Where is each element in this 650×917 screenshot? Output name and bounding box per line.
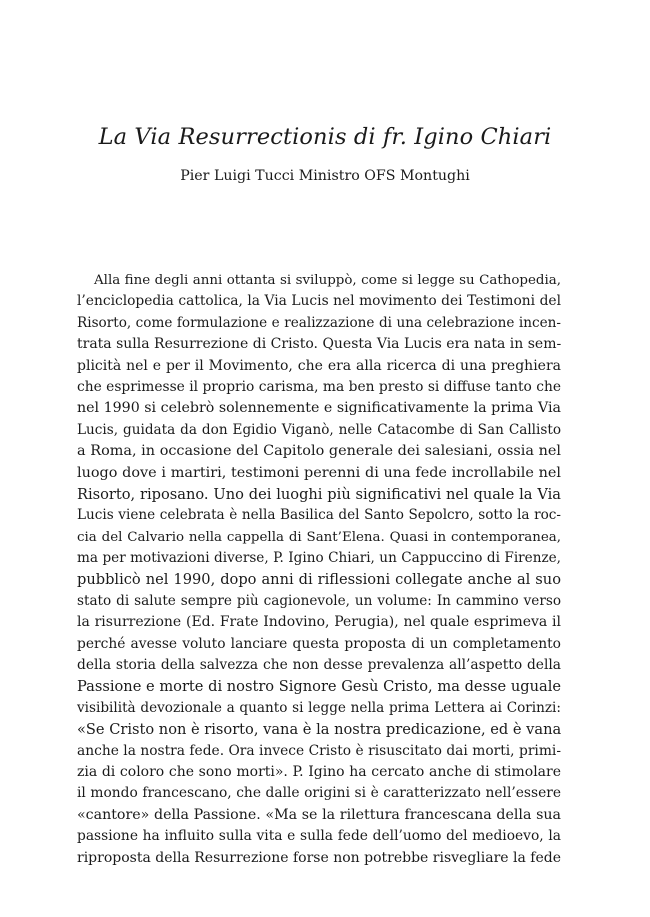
text-line: «Se Cristo non è risorto, vana è la nostra predicazione, ed è vana — [77, 721, 562, 739]
book-title-italic: la risurrezione — [77, 614, 182, 631]
text-run: visibilità devozionale a quanto si legge nella prima — [77, 699, 435, 716]
text-line: ma per motivazioni diverse, P. Igino Chiari, un Cappuccino di Firenze, — [77, 550, 561, 567]
text-line: Alla fine degli anni ottanta si sviluppò, come si legge su Cathopedia, — [94, 273, 561, 288]
text-line: Passione e morte di nostro Signore Gesù Cristo, ma desse uguale — [77, 678, 561, 696]
book-title-italic: In cammino verso — [436, 592, 562, 609]
body-paragraph — [77, 270, 561, 869]
text-line: riproposta della Resurrezione forse non potrebbe risvegliare la fede — [77, 849, 561, 866]
article-author: Pier Luigi Tucci Ministro OFS Montughi — [180, 168, 470, 184]
text-line: che esprimesse il proprio carisma, ma ben presto si diffuse tanto che — [77, 378, 561, 395]
text-line: passione ha influito sulla vita e sulla fede dell’uomo del medioevo, la — [77, 828, 561, 845]
text-line: anche la nostra fede. Ora invece Cristo è risuscitato dai morti, primi- — [77, 742, 561, 759]
text-line: Lucis, guidata da don Egidio Viganò, nelle Catacombe di San Callisto — [77, 421, 561, 438]
text-run: : — [556, 699, 561, 716]
text-run: (Ed. Frate Indovino, Perugia), nel quale esprimeva il — [181, 614, 561, 631]
text-line: l’enciclopedia cattolica, la Via Lucis nel movimento dei Testimoni del — [77, 293, 561, 310]
text-line: Risorto, riposano. Uno dei luoghi più significativi nel quale la Via — [77, 485, 561, 503]
article-title: La Via Resurrectionis di fr. Igino Chiari — [98, 124, 552, 150]
text-line: zia di coloro che sono morti». P. Igino ha cercato anche di stimolare — [77, 763, 561, 780]
text-line: Lucis viene celebrata è nella Basilica del Santo Sepolcro, sotto la roc- — [77, 507, 561, 524]
text-line: cia del Calvario nella cappella di Sant’Elena. Quasi in contemporanea, — [77, 529, 561, 545]
text-line — [77, 612, 561, 633]
text-line: pubblicò nel 1990, dopo anni di riflessioni collegate anche al suo — [77, 571, 561, 589]
text-line — [77, 591, 561, 612]
text-line: perché avesse voluto lanciare questa proposta di un completamento — [77, 635, 561, 652]
text-line: il mondo francescano, che dalle origini si è caratterizzato nell’essere — [77, 785, 561, 802]
text-line — [77, 698, 561, 719]
text-line: Risorto, come formulazione e realizzazione di una celebrazione incen- — [77, 314, 561, 331]
text-line: «cantore» della Passione. «Ma se la rilettura francescana della sua — [77, 806, 561, 823]
text-line: della storia della salvezza che non desse prevalenza all’aspetto della — [77, 657, 561, 674]
text-run: stato di salute sempre più cagionevole, un volume: — [77, 592, 437, 609]
text-line: a Roma, in occasione del Capitolo generale dei salesiani, ossia nel — [77, 443, 561, 460]
text-line: luogo dove i martiri, testimoni perenni di una fede incrollabile nel — [77, 464, 561, 481]
text-line: nel 1990 si celebrò solennemente e significativamente la prima Via — [77, 400, 561, 417]
text-line: trata sulla Resurrezione di Cristo. Questa Via Lucis era nata in sem- — [77, 336, 562, 353]
epistle-title-italic: Lettera ai Corinzi — [434, 699, 557, 716]
text-line: plicità nel e per il Movimento, che era alla ricerca di una preghiera — [77, 357, 561, 374]
